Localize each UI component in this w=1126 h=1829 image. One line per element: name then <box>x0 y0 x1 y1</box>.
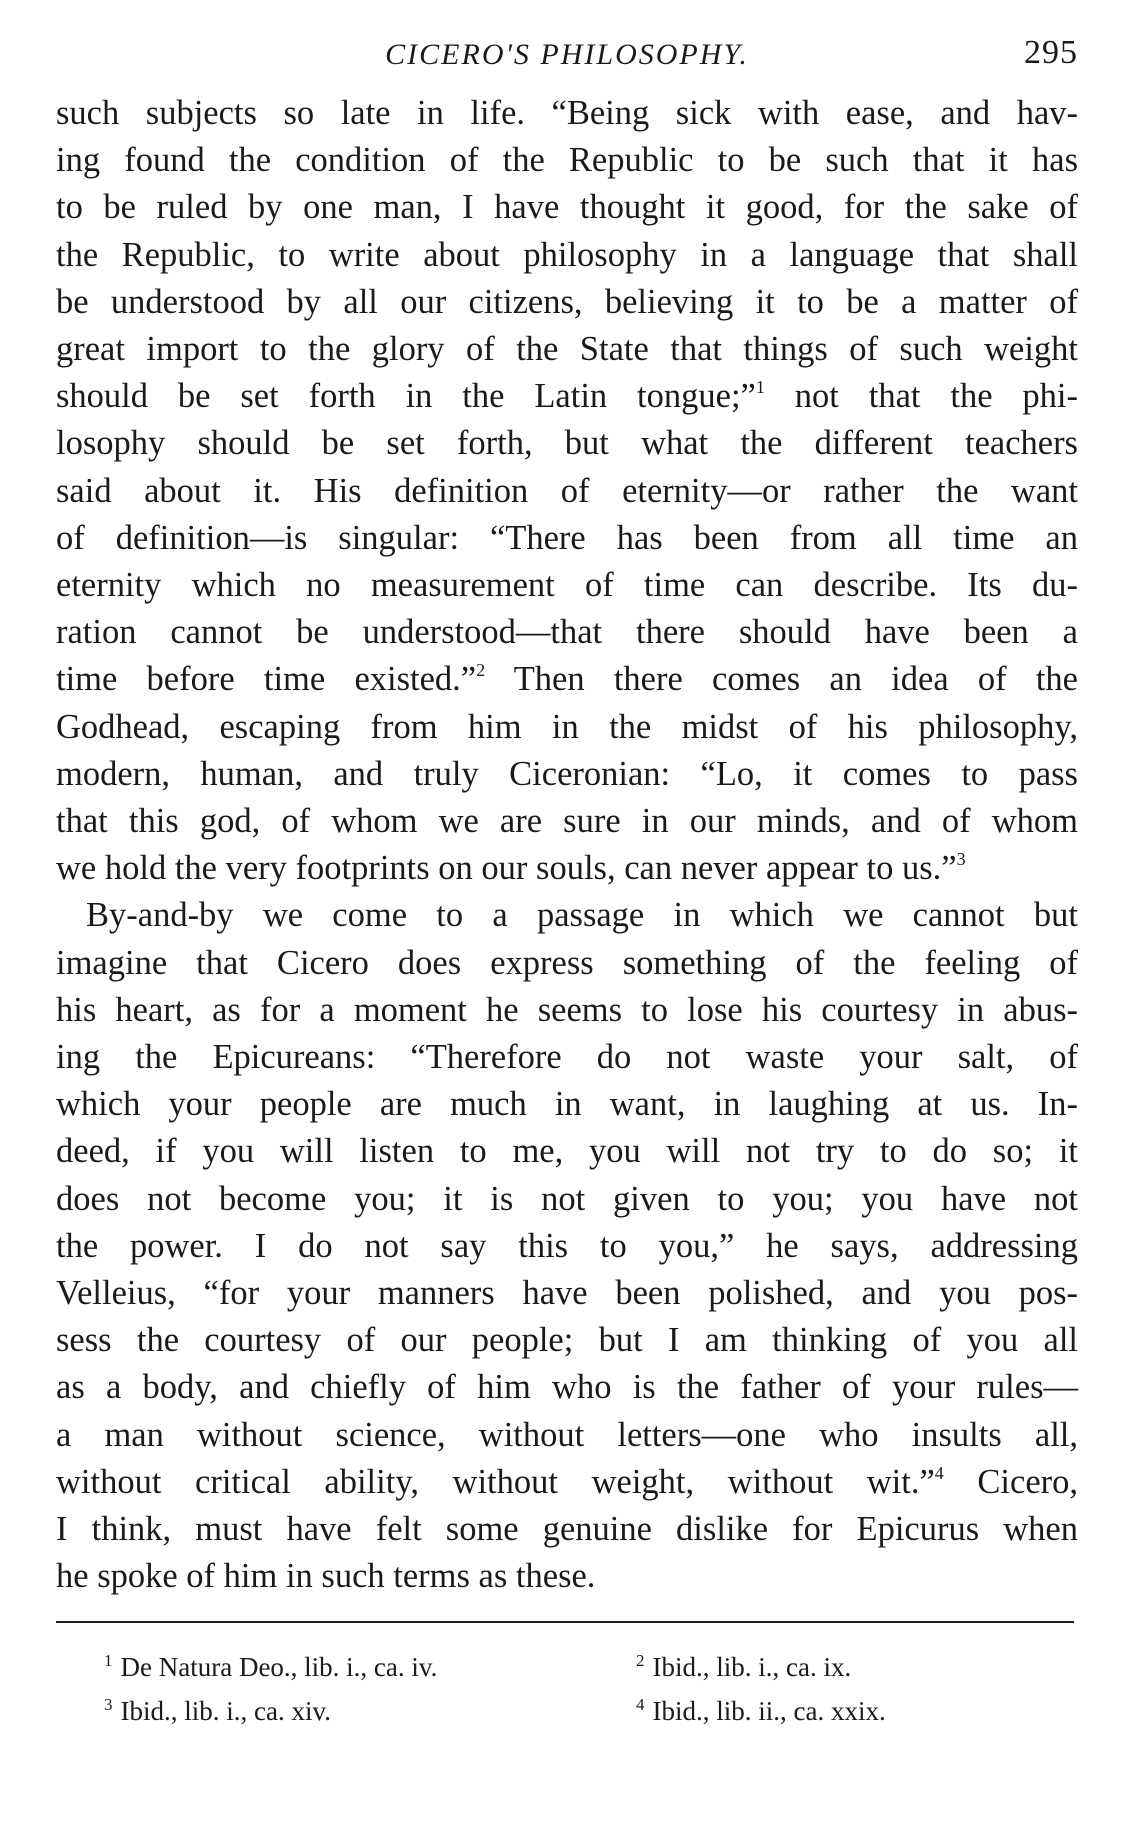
paragraph <box>56 90 1078 892</box>
text-line <box>56 987 1078 1034</box>
text-segment: a man without science, without letters—one who insults all, <box>56 1415 1078 1454</box>
book-page <box>56 30 1078 1729</box>
text-segment: great import to the glory of the State that things of such weight <box>56 330 1078 369</box>
text-segment: losophy should be set forth, but what the different teachers <box>56 424 1078 463</box>
text-segment: Cicero, <box>943 1462 1078 1501</box>
page-number: 295 <box>1024 34 1078 71</box>
footnote <box>56 1649 636 1685</box>
text-segment: not that the phi- <box>764 377 1079 416</box>
text-segment: I think, must have felt some genuine dislike for Epicurus when <box>56 1510 1078 1549</box>
text-segment: ration cannot be understood—that there should have been a <box>56 613 1078 652</box>
text-line <box>56 515 1078 562</box>
text-line <box>56 1128 1078 1175</box>
text-segment: ing found the condition of the Republic to be such that it has <box>56 141 1078 180</box>
text-segment: of definition—is singular: “There has been from all time an <box>56 518 1078 557</box>
text-line <box>56 1506 1078 1553</box>
text-segment: eternity which no measurement of time can describe. Its du- <box>56 566 1078 605</box>
text-line <box>56 137 1078 184</box>
running-head <box>56 30 1078 86</box>
text-segment: be understood by all our citizens, believing it to be a matter of <box>56 282 1078 321</box>
text-line <box>56 184 1078 231</box>
footnote-reference: 3 <box>956 849 966 870</box>
text-segment: imagine that Cicero does express something of the feeling of <box>56 943 1078 982</box>
text-segment: does not become you; it is not given to you; you have not <box>56 1179 1078 1218</box>
footnote-mark: 4 <box>636 1694 645 1714</box>
footnote-reference: 1 <box>755 377 765 398</box>
text-segment: such subjects so late in life. “Being sick with ease, and hav- <box>56 94 1078 132</box>
text-line <box>56 1034 1078 1081</box>
footnote-rule <box>56 1621 1074 1623</box>
footnote-mark: 1 <box>104 1650 113 1670</box>
text-line <box>56 373 1078 420</box>
text-segment: ing the Epicureans: “Therefore do not waste your salt, of <box>56 1038 1078 1077</box>
text-line <box>56 1412 1078 1459</box>
text-segment: which your people are much in want, in laughing at us. In- <box>56 1085 1078 1124</box>
text-segment: Godhead, escaping from him in the midst of his philosophy, <box>56 707 1078 746</box>
footnote-text: Ibid., lib. i., ca. ix. <box>652 1651 852 1682</box>
text-line <box>56 940 1078 987</box>
text-segment: Then there comes an idea of the <box>485 660 1078 699</box>
text-line <box>56 751 1078 798</box>
text-line <box>56 892 1078 939</box>
text-line <box>56 1081 1078 1128</box>
text-segment: said about it. His definition of eternity—or rather the want <box>56 471 1078 510</box>
text-segment: the Republic, to write about philosophy in a language that shall <box>56 235 1078 274</box>
footnote-reference: 2 <box>476 660 486 681</box>
footnote-mark: 3 <box>104 1694 113 1714</box>
text-line <box>56 798 1078 845</box>
footnote <box>636 1649 1056 1685</box>
text-line <box>56 1553 1078 1600</box>
text-line <box>56 1223 1078 1270</box>
text-line <box>56 420 1078 467</box>
text-line <box>56 562 1078 609</box>
text-line <box>56 279 1078 326</box>
footnotes <box>56 1649 1078 1729</box>
text-segment: By-and-by we come to a passage in which we cannot but <box>86 896 1078 935</box>
text-line <box>56 326 1078 373</box>
text-line <box>56 1364 1078 1411</box>
text-segment: Velleius, “for your manners have been polished, and you pos- <box>56 1274 1078 1313</box>
text-segment: to be ruled by one man, I have thought it good, for the sake of <box>56 188 1078 227</box>
running-title: CICERO'S PHILOSOPHY. <box>385 38 749 71</box>
text-segment: that this god, of whom we are sure in our minds, and of whom <box>56 802 1078 841</box>
text-segment: the power. I do not say this to you,” he says, addressing <box>56 1226 1078 1265</box>
footnote-reference: 4 <box>934 1462 944 1483</box>
footnote-text: Ibid., lib. i., ca. xiv. <box>120 1695 331 1726</box>
text-line <box>56 468 1078 515</box>
text-segment: deed, if you will listen to me, you will not try to do so; it <box>56 1132 1078 1171</box>
paragraph <box>56 892 1078 1600</box>
text-segment: his heart, as for a moment he seems to lose his courtesy in abus- <box>56 990 1078 1029</box>
footnote-text: De Natura Deo., lib. i., ca. iv. <box>120 1651 438 1682</box>
text-line <box>56 232 1078 279</box>
body-text <box>56 90 1078 1601</box>
footnote-text: Ibid., lib. ii., ca. xxix. <box>652 1695 886 1726</box>
text-line <box>56 656 1078 703</box>
text-line <box>56 1270 1078 1317</box>
footnote <box>56 1693 636 1729</box>
text-segment: as a body, and chiefly of him who is the father of your rules— <box>56 1368 1078 1407</box>
text-segment: time before time existed.” <box>56 660 477 699</box>
text-line <box>56 1459 1078 1506</box>
text-line <box>56 845 1078 892</box>
text-line <box>56 704 1078 751</box>
text-line <box>56 609 1078 656</box>
footnote-mark: 2 <box>636 1650 645 1670</box>
text-line <box>56 90 1078 137</box>
text-segment: we hold the very footprints on our souls, can never appear to us.” <box>56 849 957 888</box>
text-segment: without critical ability, without weight, without wit.” <box>56 1462 935 1501</box>
footnote <box>636 1693 1056 1729</box>
text-segment: sess the courtesy of our people; but I am thinking of you all <box>56 1321 1078 1360</box>
text-line <box>56 1176 1078 1223</box>
text-line <box>56 1317 1078 1364</box>
text-segment: modern, human, and truly Ciceronian: “Lo, it comes to pass <box>56 754 1078 793</box>
text-segment: he spoke of him in such terms as these. <box>56 1557 596 1596</box>
text-segment: should be set forth in the Latin tongue;” <box>56 377 756 416</box>
